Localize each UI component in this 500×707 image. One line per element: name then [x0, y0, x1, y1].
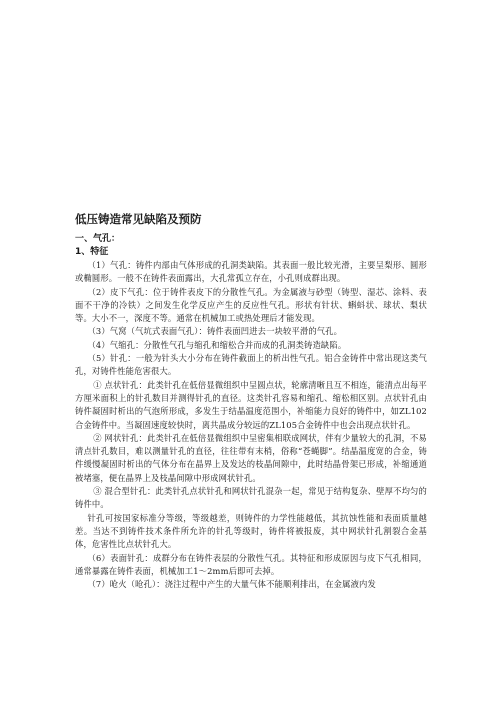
paragraph-porosity: （1）气孔：铸件内部由气体形成的孔洞类缺陷。其表面一般比较光滑，主要呈梨形、圆形或椭圆形。一般不在铸件表面露出，大孔常孤立存在，小孔则成群出现。: [75, 260, 427, 284]
paragraph-surface-pinhole: （6）表面针孔：成群分布在铸件表层的分散性气孔。其特征和形成原因与皮下气孔相同，通常暴露在铸件表面，机械加工1～2mm后即可去掉。: [75, 552, 427, 576]
document-title: 低压铸造常见缺陷及预防: [75, 212, 202, 226]
paragraph-network-pinhole: ② 网状针孔：此类针孔在低倍显微组织中呈密集相联成网状，伴有少量较大的孔洞，不易清点针孔数目，难以测量针孔的直径，往往带有末梢，俗称“苍蝇脚”。结晶温度宽的合金，铸件缓慢凝固时析出的气体分布在晶界上及发达的枝晶间隙中，此时结晶骨架已形成，补缩通道被堵塞，便在晶界上及枝晶间隙中形成网状针孔。: [75, 432, 427, 483]
paragraph-point-pinhole: ① 点状针孔：此类针孔在低倍显微组织中呈圆点状，轮廓清晰且互不相连，能清点出每平方厘米面积上的针孔数目并测得针孔的直径。这类针孔容易和缩孔、缩松相区别。点状针孔由铸件凝固时析出的气泡所形成，多发生于结晶温度范围小，补缩能力良好的铸件中，如ZL102合金铸件中。当凝固速度较快时，离共晶成分较远的ZL105合金铸件中也会出现点状针孔。: [75, 379, 427, 430]
paragraph-subsurface-porosity: （2）皮下气孔：位于铸件表皮下的分散性气孔。为金属液与砂型（铸型、湿芯、涂料、表面不干净的冷铁）之间发生化学反应产生的反应性气孔。形状有针状、蝌蚪状、球状、梨状等。大小不一，深度不等。通常在机械加工或热处理后才能发现。: [75, 286, 427, 324]
paragraph-mixed-pinhole: ③ 混合型针孔：此类针孔点状针孔和网状针孔混杂一起，常见于结构复杂、壁厚不均匀的铸件中。: [75, 486, 427, 510]
paragraph-blow-hole: （3）气窝（气坑式表面气孔）：铸件表面凹进去一块较平滑的气孔。: [87, 326, 343, 337]
document-body: [75, 212, 427, 591]
section-heading: 一、气孔：: [75, 234, 121, 244]
subsection-heading: 1、特征: [75, 247, 109, 257]
paragraph-gas-shrinkage: （4）气缩孔：分散性气孔与缩孔和缩松合并而成的孔洞类铸造缺陷。: [87, 339, 347, 350]
paragraph-pinhole: （5）针孔：一般为针头大小分布在铸件截面上的析出性气孔。铝合金铸件中常出现这类气孔，对铸件性能危害很大。: [75, 353, 427, 377]
paragraph-pinhole-grading: 针孔可按国家标准分等级，等级越差，则铸件的力学性能越低，其抗蚀性能和表面质量越差。当达不到铸件技术条件所允许的针孔等级时，铸件将被报废，其中网状针孔割裂合金基体，危害性比点状针孔大。: [75, 512, 427, 550]
paragraph-choke: （7）呛火（呛孔）：浇注过程中产生的大量气体不能顺利排出，在金属液内发: [87, 579, 376, 590]
